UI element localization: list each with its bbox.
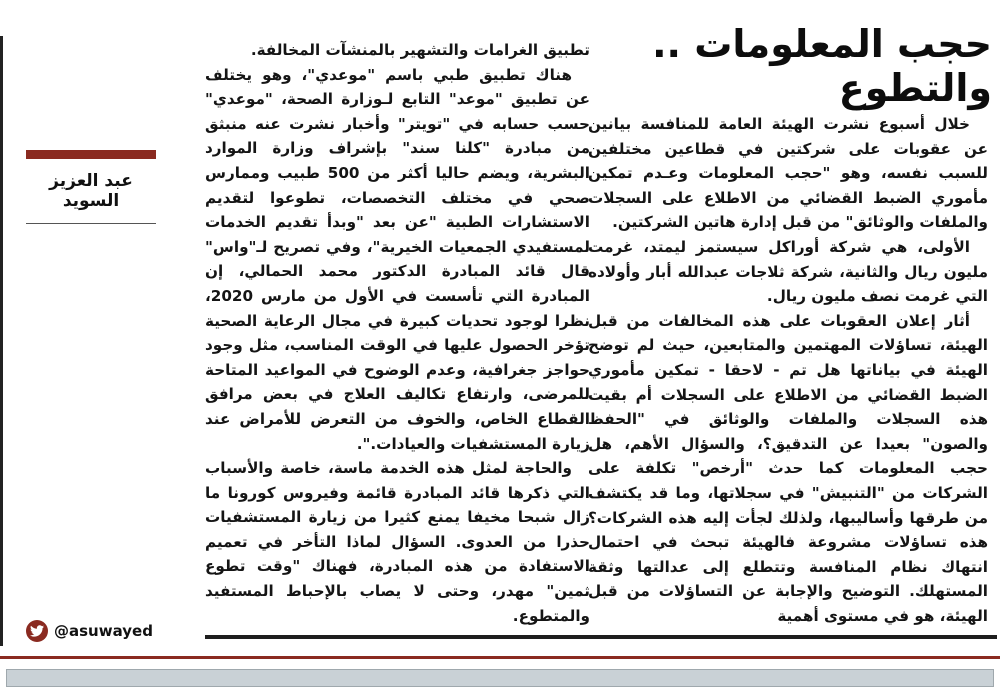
paragraph: أثار إعلان العقوبات على هذه المخالفات من قبل الهيئة، تساؤلات المهتمين والمتابعين، حيث لم توضح الهيئة في بياناتها هل تم - لاحقا - تمكين مأموري الضبط القضائي من الاطلاع على السجلات أم بقيت هذه السجلات والملفات والوثائق في "الحفظ والصون" بعيدا عن التدقيق؟، والسؤال الأهم، هل حجب المعلومات كما حدث "أرخص" تكلفة على الشركات من "التنبيش" في سجلاتها، وما قد يكتشف من طرقها وأساليبها، ولذلك لجأت إليه هذه الشركات؟ هذه تساؤلات مشروعة فالهيئة تبحث في احتمال انتهاك نظام المنافسة وتتطلع إلى عدالتها وثقة المستهلك. التوضيح والإجابة عن التساؤلات من قبل الهيئة، هو في مستوى أهمية: [588, 311, 988, 625]
paragraph: خلال أسبوع نشرت الهيئة العامة للمنافسة بيانين عن عقوبات على شركتين في قطاعين مختلفين للسبب نفسه، وهو "حجب المعلومات وعـدم تمكين مأموري الضبط القضائي من الاطلاع على السجلات والملفات والوثائق" من قبل إدارة هاتين الشركتين.: [588, 115, 988, 232]
paragraph: الأولى، هي شركة أوراكل سيستمز ليمتد، غرمت مليون ريال والثانية، شركة ثلاجات عبدالله أبار وأولاده التي غرمت نصف مليون ريال.: [588, 237, 988, 306]
bottom-strip: [0, 656, 1000, 687]
author-box: [26, 150, 156, 224]
bottom-rule: [205, 635, 997, 639]
paragraph: هناك تطبيق طبي باسم "موعدي"، وهو يختلف عن تطبيق "موعد" التابع لـوزارة الصحة، "موعدي" حسب حسابه في "تويتر" وأخبار نشرت عنه منبثق من مبادرة "كلنا سند" بإشراف وزارة الموارد البشرية، ويضم حاليا أكثر من 500 طبيب وممارس صحي في مختلف التخصصات، تطوعوا لتقديم الاستشارات الطبية "عن بعد "وبدأ تقديم الخدمات لمستفيدي الجمعيات الخيرية"، وفي تصريح لـ"واس" قال قائد المبادرة الدكتور محمد الحمالي، إن المبادرة التي تأسست في الأول من مارس 2020، نظرا لوجود تحديات كبيرة في مجال الرعاية الصحية تؤخر الحصول عليها في الوقت المناسب، مثل وجود حواجز جغرافية، وعدم الوضوح في المواعيد المتاحة للمرضى، وارتفاع تكاليف العلاج في بعض مرافق القطاع الخاص، والخوف من التعرض للأمراض عند زيارة المستشفيات والعيادات.".: [205, 65, 590, 453]
article-column-middle: [205, 38, 590, 644]
author-name: عبد العزيز السويد: [49, 171, 133, 211]
twitter-credit[interactable]: [26, 620, 153, 642]
article-column-right: [588, 112, 988, 642]
article-title: حجب المعلومات .. والتطوع: [652, 22, 992, 110]
next-section-image: [6, 669, 994, 687]
author-divider: [26, 223, 156, 224]
twitter-icon: [26, 620, 48, 642]
left-margin-rule: [0, 36, 3, 646]
paragraph: والحاجة لمثل هذه الخدمة ماسة، خاصة والأسباب التي ذكرها قائد المبادرة قائمة وفيروس كورونا ما زال شبحا مخيفا يمنع كثيرا من زيارة المستشفيات حذرا من العدوى. السؤال لماذا التأخر في تعميم الاستفادة من هذه المبادرة، فهناك "وقت تطوع ثمين" مهدر، وحتى لا يصاب بالإحباط المستفيد والمتطوع.: [205, 459, 590, 625]
paragraph: تطبيق الغرامات والتشهير بالمنشآت المخالفة.: [250, 41, 590, 59]
twitter-handle: @asuwayed: [54, 622, 153, 640]
author-accent-bar: [26, 150, 156, 159]
